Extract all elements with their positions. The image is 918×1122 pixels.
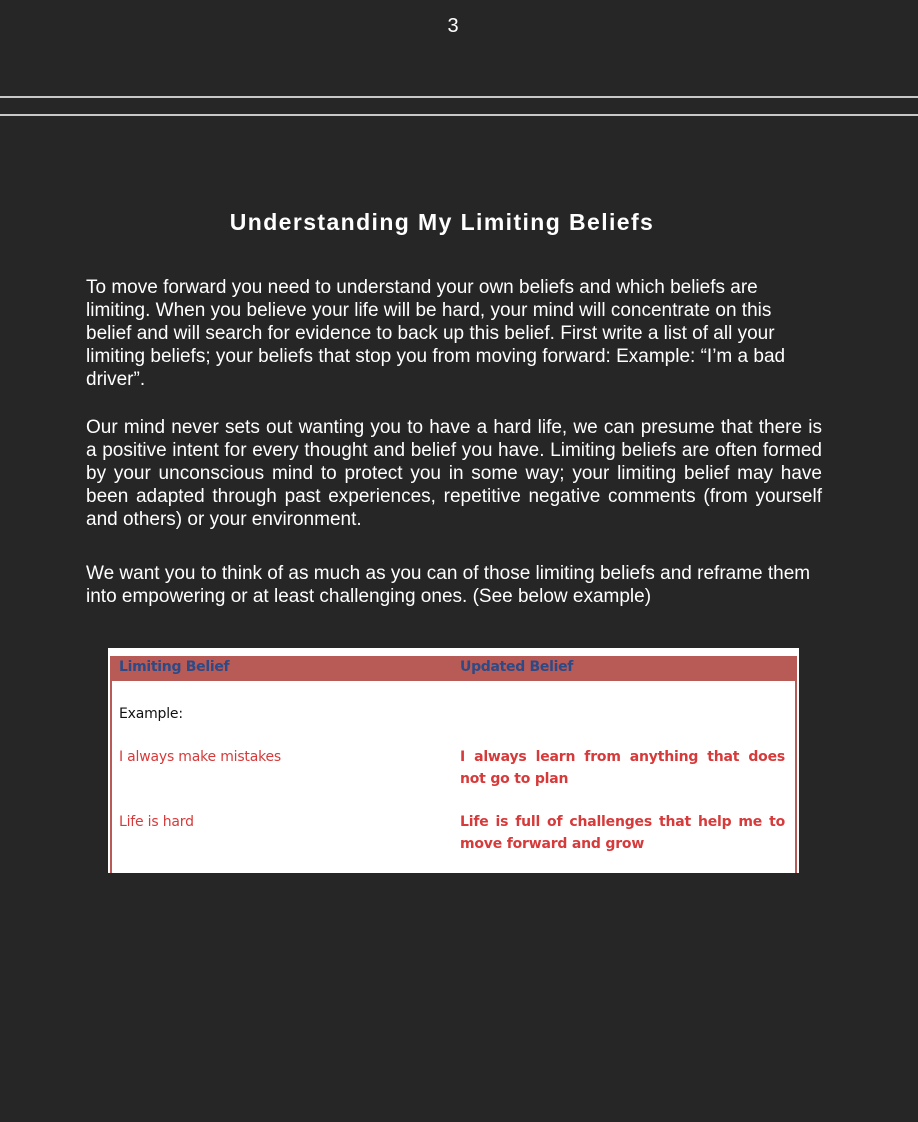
reframe-instruction-paragraph: We want you to think of as much as you can of those limiting beliefs and reframe them into empowering or at least challenging ones. (See below example)	[86, 563, 811, 607]
header-updated-belief: Updated Belief	[460, 659, 574, 675]
intro-paragraph: To move forward you need to understand your own beliefs and which beliefs are limiting. When you believe your life will be hard, your mind will concentrate on this belief and will search for evidence to back up this belief. First write a list of all your limiting beliefs; your beliefs that stop you from moving forward: Example: “I’m a bad driver”.	[86, 277, 786, 390]
positive-intent-paragraph: Our mind never sets out wanting you to have a hard life, we can presume that there is a positive intent for every thought and belief you have. Limiting beliefs are often formed by your unconscious mind to protect you in some way; your limiting belief may have been adapted through past experiences, repetitive negative comments (from yourself and others) or your environment.	[86, 417, 822, 530]
header-limiting-belief: Limiting Belief	[119, 659, 230, 675]
updated-belief-cell: I always learn from anything that does not go to plan	[460, 749, 785, 787]
beliefs-example-table	[108, 648, 799, 873]
header-divider-bottom	[0, 114, 918, 116]
updated-belief-cell: Life is full of challenges that help me to move forward and grow	[460, 814, 785, 852]
page-title: Understanding My Limiting Beliefs	[229, 209, 655, 235]
example-label: Example:	[119, 706, 183, 722]
header-divider-top	[0, 96, 918, 98]
page-number: 3	[447, 15, 459, 37]
limiting-belief-cell: Life is hard	[119, 814, 194, 830]
limiting-belief-cell: I always make mistakes	[119, 749, 282, 765]
table-header-row	[110, 656, 797, 681]
